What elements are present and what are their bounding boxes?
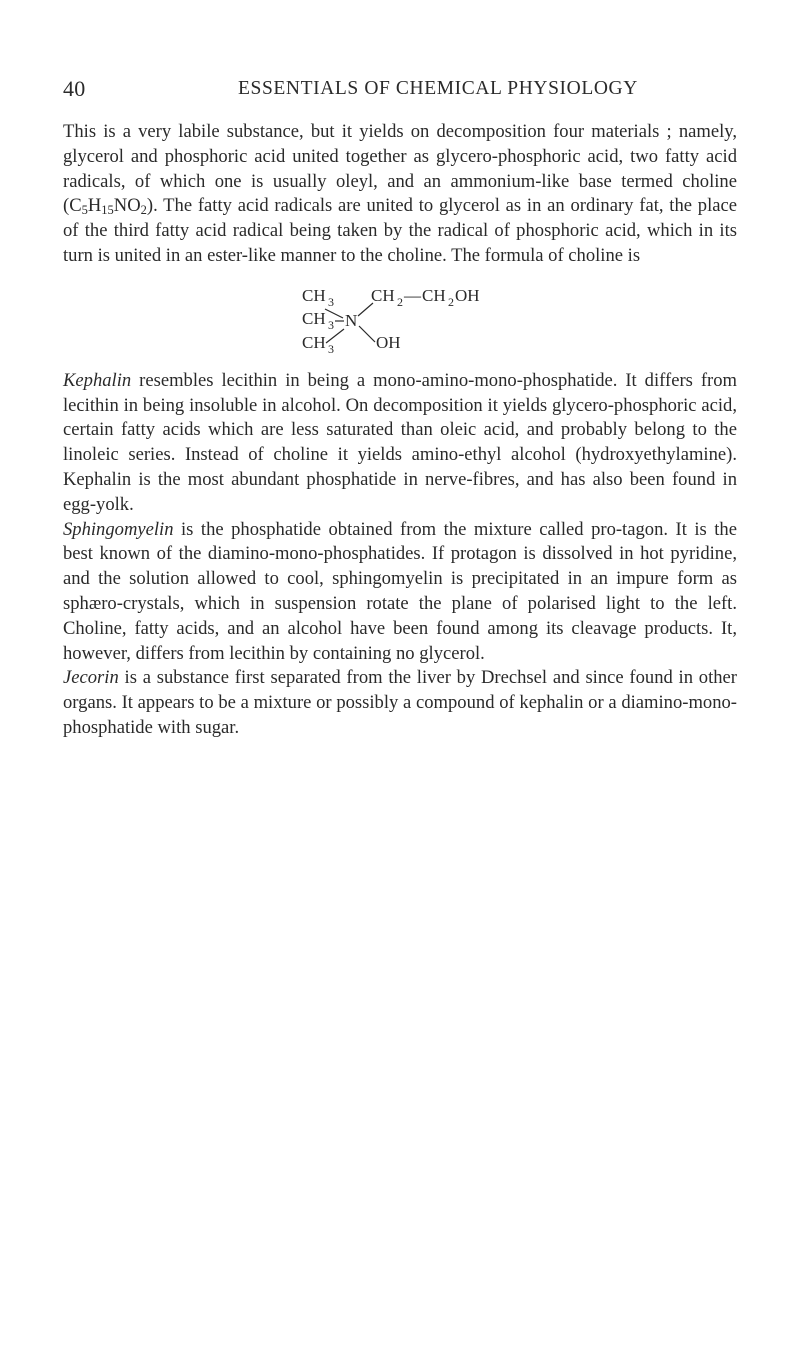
formula-ch2-first: CH bbox=[371, 285, 395, 305]
paragraph-text: resembles lecithin in being a mono-amino-mono-phosphatide. It differs from lecithin in being insoluble in alcohol. On decomposition it yields glycero-phosphoric acid, certain fatty acids which are less saturated than oleic acid, and probably belong to the linoleic series. Instead of choline it yields amino-ethyl alcohol (hydroxyethylamine). Kephalin is the most abundant phosphatide in nerve-fibres, and has also been found in egg-yolk. bbox=[63, 369, 737, 515]
formula-oh-bottom: OH bbox=[376, 332, 401, 352]
subscript-oxygen: 2 bbox=[140, 203, 147, 218]
formula-ch3-middle: CH bbox=[302, 308, 326, 328]
term-sphingomyelin: Sphingomyelin bbox=[63, 518, 174, 540]
paragraph-kephalin bbox=[63, 369, 737, 518]
paragraph-text: is the phosphatide obtained from the mixture called pro-tagon. It is the best known of the diamino-mono-phosphatides. If protagon is dissolved in hot pyridine, and the solution allowed to cool, sphingomyelin is precipitated in an impure form as sphæro-crystals, which in suspension rotate the plane of polarised light to the left. Choline, fatty acids, and an alcohol have been found among its cleavage products. It, however, differs from lecithin by containing no glycerol. bbox=[63, 518, 737, 664]
subscript-hydrogen: 15 bbox=[101, 203, 114, 218]
term-kephalin: Kephalin bbox=[63, 369, 132, 391]
bond-top-left bbox=[325, 309, 343, 318]
formula-nitrogen: N bbox=[345, 310, 358, 330]
formula-sub3-middle: 3 bbox=[328, 317, 334, 332]
formula-ch3-top: CH bbox=[302, 285, 326, 305]
formula-ch2-second: CH bbox=[422, 285, 446, 305]
paragraph-text: This is a very labile substance, but it yields on decomposition four materials ; namely, glycerol and phosphoric acid united together as glycero-phosphoric acid, two fatty acid radicals, of which one is usually oleyl, and an ammonium-like base termed choline (C bbox=[63, 121, 737, 217]
formula-sub2-second: 2 bbox=[448, 294, 454, 309]
formula-oh-top: OH bbox=[455, 285, 480, 305]
no-symbol: NO bbox=[113, 195, 141, 217]
term-jecorin: Jecorin bbox=[63, 667, 119, 689]
paragraph-text: ). The fatty acid radicals are united to glycerol as in an ordinary fat, the place of the third fatty acid radical being taken by the radical of phosphoric acid, which in its turn is united in an ester-like manner to the choline. The formula of choline is bbox=[63, 195, 737, 266]
formula-sub3-bottom: 3 bbox=[328, 341, 334, 356]
choline-structure-diagram bbox=[63, 271, 737, 369]
formula-dash: — bbox=[404, 285, 421, 305]
paragraph-text: is a substance first separated from the liver by Drechsel and since found in other organs. It appears to be a mixture or possibly a compound of kephalin or a diamino-mono-phosphatide with sugar. bbox=[63, 667, 737, 738]
page-header bbox=[63, 76, 735, 106]
running-head: ESSENTIALS OF CHEMICAL PHYSIOLOGY bbox=[238, 78, 638, 99]
subscript-carbon: 5 bbox=[81, 203, 88, 218]
choline-formula bbox=[63, 271, 737, 369]
paragraph-lecithin-decomposition bbox=[63, 120, 737, 269]
formula-ch3-bottom: CH bbox=[302, 332, 326, 352]
page-number: 40 bbox=[63, 76, 86, 101]
formula-sub3-top: 3 bbox=[328, 294, 334, 309]
body-text bbox=[63, 120, 737, 741]
paragraph-jecorin bbox=[63, 666, 737, 740]
formula-sub2-first: 2 bbox=[397, 294, 403, 309]
bond-bottom-right bbox=[359, 326, 375, 342]
paragraph-sphingomyelin bbox=[63, 518, 737, 667]
hydrogen-symbol: H bbox=[87, 195, 102, 217]
